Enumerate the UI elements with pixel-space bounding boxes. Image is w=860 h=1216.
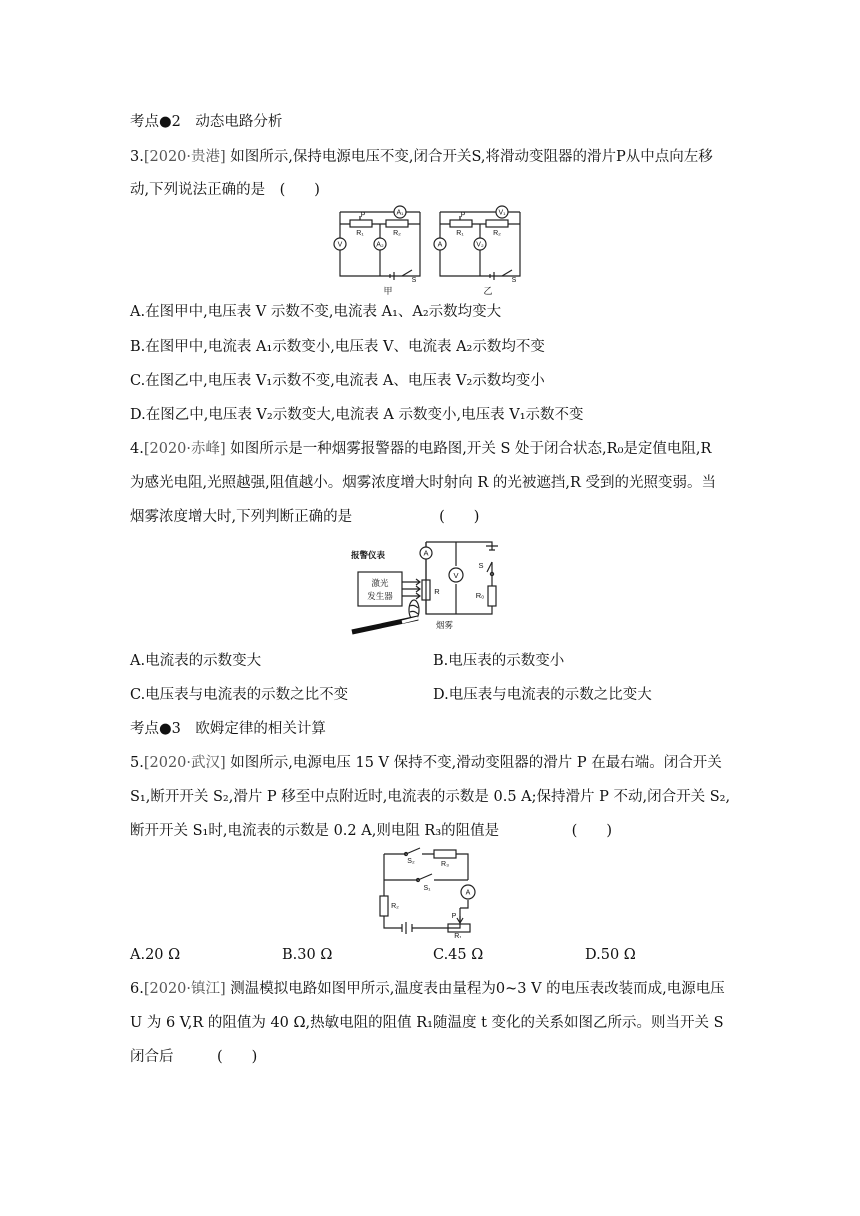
q3-voltmeter-v: V [337, 241, 343, 249]
q5-switch-s1: S₁ [423, 885, 431, 892]
q4-option-d: D.电压表与电流表的示数之比变大 [433, 687, 652, 703]
topic-heading-2: 考点●2 动态电路分析 [130, 114, 283, 130]
q5-switch-s2: S₂ [407, 858, 415, 865]
q5-text1: 如图所示,电源电压 15 V 保持不变,滑动变阻器的滑片 P 在最右端。闭合开关 [230, 755, 722, 771]
q4-line2: 为感光电阻,光照越强,阻值越小。烟雾浓度增大时射向 R 的光被遮挡,R 受到的光照变弱。当 [130, 475, 716, 491]
q5-resistor-r3: R₃ [441, 861, 449, 868]
q3-circuit-figures [330, 204, 530, 298]
q3-line2: 动,下列说法正确的是 ( ) [130, 182, 320, 198]
q4-ammeter: A [423, 548, 429, 558]
q3-voltmeter-v1: V₁ [498, 209, 506, 217]
q4-voltmeter: V [453, 571, 459, 580]
q5-option-a: A.20 Ω [130, 947, 181, 963]
q3-r2-jia: R₂ [393, 230, 401, 237]
q3-source: [2020·贵港] [143, 149, 226, 165]
q5-line1 [130, 753, 722, 773]
q3-ammeter-a1: A₁ [396, 209, 404, 217]
q6-line3: 闭合后 ( ) [130, 1049, 258, 1065]
q3-voltmeter-v2: V₂ [476, 241, 484, 249]
q4-resistor-r0: R₀ [475, 591, 485, 600]
q5-resistor-r1: R₁ [454, 933, 462, 938]
q4-meter-label: 报警仪表 [350, 550, 386, 560]
q6-line2: U 为 6 V,R 的阻值为 40 Ω,热敏电阻的阻值 R₁随温度 t 变化的关系如图乙所示。则当开关 S [130, 1015, 724, 1031]
q4-option-a: A.电流表的示数变大 [130, 653, 262, 669]
q5-resistor-r2: R₂ [391, 903, 399, 910]
q3-switch-yi: S [511, 277, 517, 284]
q5-option-c: C.45 Ω [433, 947, 484, 963]
q3-line1 [130, 147, 713, 167]
q4-laser-label-1: 激光 [371, 578, 389, 588]
q3-fig-label-yi: 乙 [483, 286, 493, 296]
q4-number: 4. [130, 441, 144, 457]
q3-option-d: D.在图乙中,电压表 V₂示数变大,电流表 A 示数变小,电压表 V₁示数不变 [130, 407, 584, 423]
q3-number: 3. [130, 149, 144, 165]
q4-option-b: B.电压表的示数变小 [433, 653, 565, 669]
q3-switch-jia: S [411, 277, 417, 284]
q3-text1: 如图所示,保持电源电压不变,闭合开关S,将滑动变阻器的滑片P从中点向左移 [230, 149, 713, 165]
q6-line1 [130, 979, 725, 999]
q4-line3: 烟雾浓度增大时,下列判断正确的是 ( ) [130, 509, 480, 525]
q3-option-c: C.在图乙中,电压表 V₁示数不变,电流表 A、电压表 V₂示数均变小 [130, 373, 545, 389]
q5-ammeter: A [465, 889, 471, 897]
q5-option-d: D.50 Ω [585, 947, 636, 963]
q5-number: 5. [130, 755, 144, 771]
q3-r1-yi: R₁ [456, 230, 464, 237]
q3-r1-jia: R₁ [356, 230, 364, 237]
q3-option-a: A.在图甲中,电压表 V 示数不变,电流表 A₁、A₂示数均变大 [130, 304, 502, 320]
q4-smoke-label: 烟雾 [436, 620, 454, 630]
q6-text1: 测温模拟电路如图甲所示,温度表由量程为0~3 V 的电压表改装而成,电源电压 [230, 981, 725, 997]
q4-smoke-alarm-figure [344, 536, 514, 640]
q4-line1 [130, 439, 711, 459]
q3-slider-p-jia: P [360, 212, 366, 219]
q5-line2: S₁,断开开关 S₂,滑片 P 移至中点附近时,电流表的示数是 0.5 A;保持滑片 P 不动,闭合开关 S₂, [130, 789, 731, 805]
q5-line3: 断开开关 S₁时,电流表的示数是 0.2 A,则电阻 R₃的阻值是 ( ) [130, 823, 612, 839]
q3-slider-p-yi: P [460, 212, 466, 219]
q3-fig-label-jia: 甲 [383, 286, 393, 296]
q5-circuit-figure [378, 846, 488, 938]
topic-heading-3: 考点●3 欧姆定律的相关计算 [130, 721, 326, 737]
q6-number: 6. [130, 981, 144, 997]
q4-option-c: C.电压表与电流表的示数之比不变 [130, 687, 349, 703]
q4-text1: 如图所示是一种烟雾报警器的电路图,开关 S 处于闭合状态,R₀是定值电阻,R [230, 441, 712, 457]
q6-source: [2020·镇江] [143, 981, 226, 997]
q5-source: [2020·武汉] [143, 755, 226, 771]
q4-laser-label-2: 发生器 [367, 591, 393, 601]
q3-ammeter-a: A [437, 241, 443, 249]
q5-option-b: B.30 Ω [282, 947, 333, 963]
q3-r2-yi: R₂ [493, 230, 501, 237]
q3-ammeter-a2: A₂ [376, 241, 384, 249]
q4-switch-s: S [478, 561, 484, 570]
q4-source: [2020·赤峰] [143, 441, 226, 457]
q4-resistor-r: R [434, 587, 440, 596]
q3-option-b: B.在图甲中,电流表 A₁示数变小,电压表 V、电流表 A₂示数均不变 [130, 339, 545, 355]
q5-slider-p: P [451, 913, 457, 920]
